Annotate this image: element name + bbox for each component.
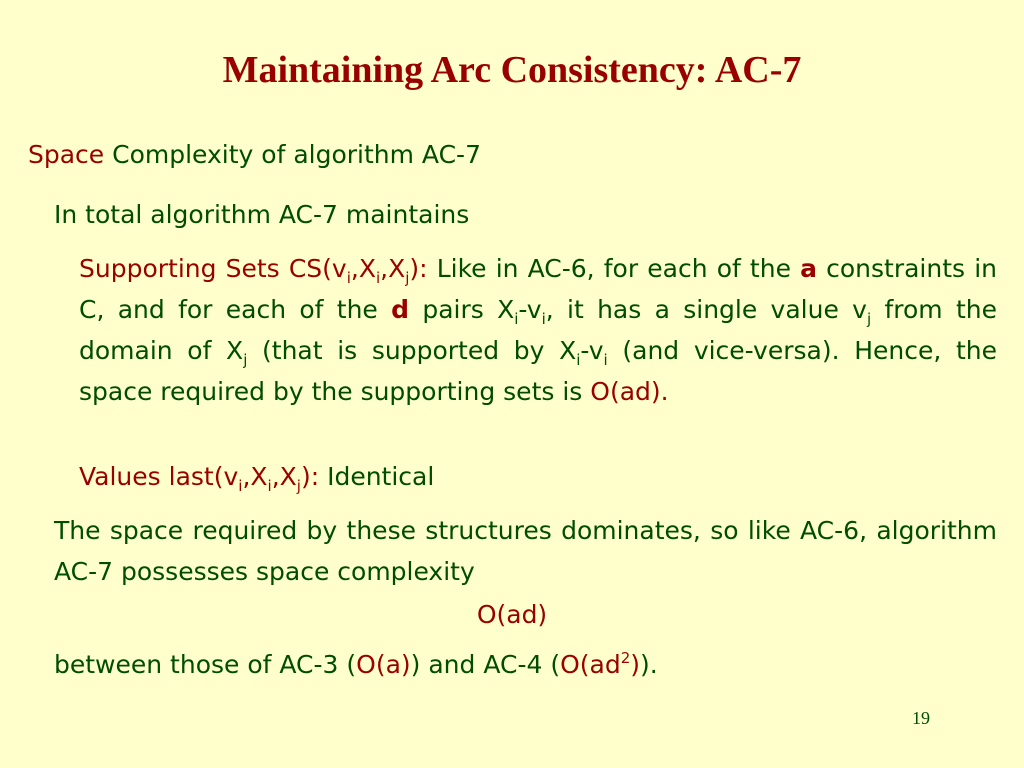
ac3-complexity: O(a) — [356, 650, 411, 679]
var-d: d — [391, 295, 410, 324]
heading-rest: Complexity of algorithm AC-7 — [104, 140, 481, 169]
summary-paragraph: The space required by these structures dominates, so like AC-6, algorithm AC-7 possesses space complexity — [54, 516, 997, 586]
section-heading — [28, 140, 481, 169]
supporting-sets-label: Supporting Sets $CS(v_i,X_i,X_j)$: — [79, 254, 428, 287]
values-last-label: Values $last(v_i,X_i,X_j)$: — [79, 462, 320, 495]
var-a: a — [800, 254, 817, 283]
slide-title: Maintaining Arc Consistency: AC-7 — [222, 49, 802, 91]
result-complexity: O(ad) — [476, 600, 548, 629]
page-number: 19 — [912, 708, 930, 728]
values-last-line: Values $last(v_i,X_i,X_j)$: Identical — [79, 462, 435, 495]
intro-line: In total algorithm AC-7 maintains — [54, 200, 470, 229]
ac4-complexity: $O(ad^2)$ — [560, 649, 641, 679]
supporting-complexity: O(ad). — [590, 377, 669, 406]
heading-keyword: Space — [28, 140, 105, 169]
between-line: between those of AC-3 (O(a)) and AC-4 $(O(ad^2))$. — [54, 649, 658, 679]
supporting-sets-paragraph: Supporting Sets $CS(v_i,X_i,X_j)$: Like in AC-6, for each of the a constraints in C, and for each of the d pairs $X_i-v_i$, it has a single value $v_j$ from the domain of $X_j$ (that is supported by $X_i-v_i$ (and vice-versa). Hence, the space required by the supporting sets is O(ad). — [79, 254, 997, 406]
